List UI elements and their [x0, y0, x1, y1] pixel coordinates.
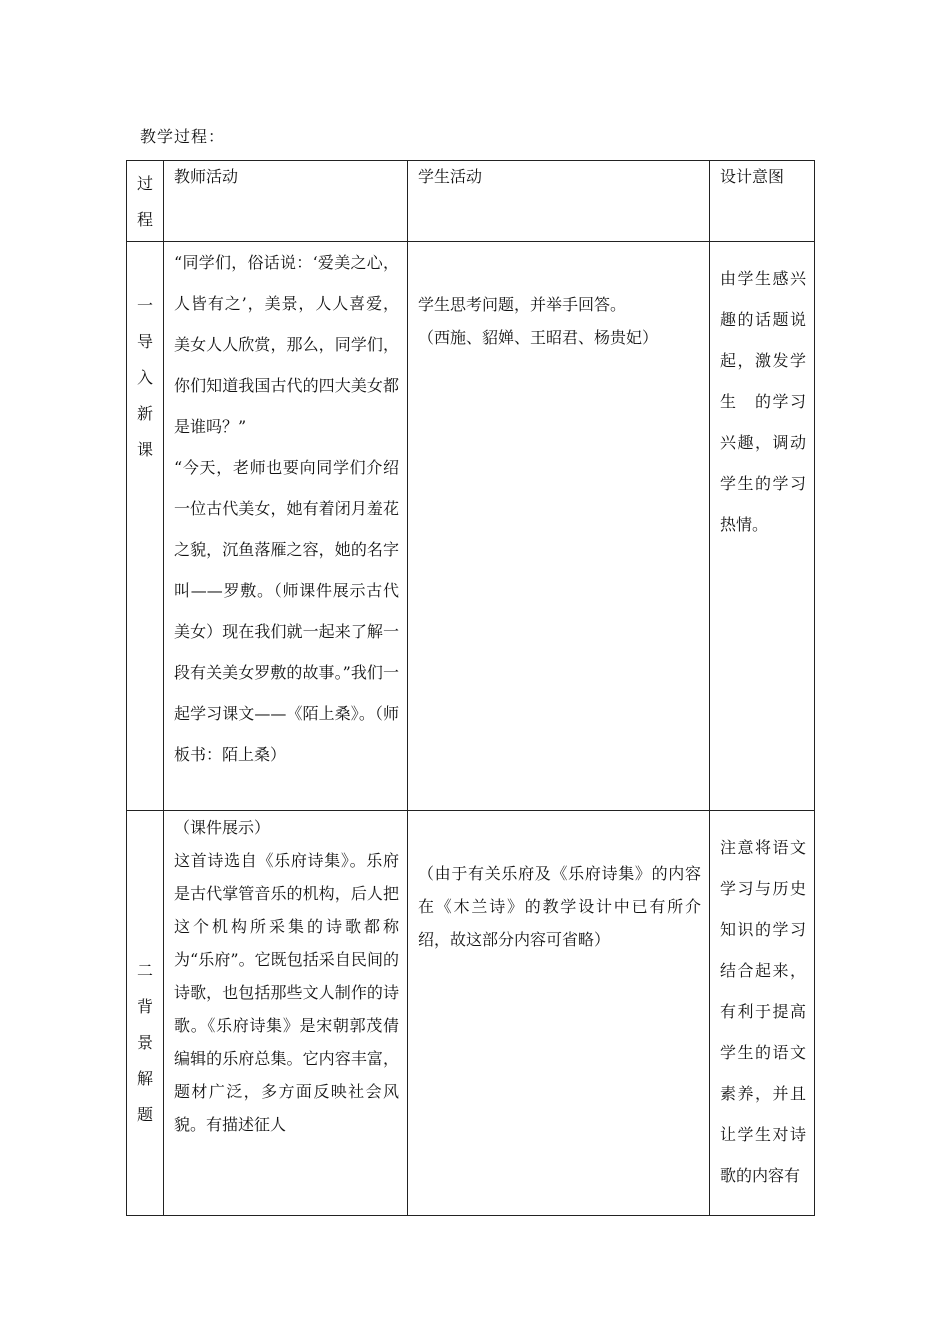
- teacher-cell: [164, 811, 408, 1216]
- header-student: 学生活动: [418, 167, 483, 186]
- header-process: 过 程: [136, 174, 153, 229]
- teacher-activity: “同学们，俗话说：‘爱美之心，人皆有之’，美景，人人喜爱，美女人人欣赏，那么，同学们，你们知道我国古代的四大美女都是谁吗？” “今天，老师也要向同学们介绍一位古代美女，她有着闭月羞花之貌，沉鱼落雁之容，她的名字叫——罗敷。（师课件展示古代美女）现在我们就一起来了解一段有关美女罗敷的故事。”我们一起学习课文——《陌上桑》。（师板书：陌上桑）: [174, 253, 399, 764]
- student-activity: （由于有关乐府及《乐府诗集》的内容在《木兰诗》的教学设计中已有所介绍，故这部分内容可省略）: [418, 864, 701, 949]
- header-design: 设计意图: [720, 167, 785, 186]
- teacher-cell: [164, 242, 408, 811]
- lesson-plan-table: [126, 160, 815, 1216]
- student-activity: 学生思考问题，并举手回答。 （西施、貂婵、王昭君、杨贵妃）: [418, 295, 659, 347]
- process-cell: [127, 811, 164, 1216]
- section-heading: 教学过程：: [140, 127, 226, 146]
- table-header-row: [127, 161, 815, 242]
- header-teacher: 教师活动: [174, 167, 239, 186]
- header-student-cell: [408, 161, 710, 242]
- process-label: 二 背 景 解 题: [136, 961, 153, 1124]
- teacher-activity: （课件展示） 这首诗选自《乐府诗集》。乐府是古代掌管音乐的机构，后人把这个机构所采集的诗歌都称为“乐府”。它既包括采自民间的诗歌，也包括那些文人制作的诗歌。《乐府诗集》是宋朝郭茂倩编辑的乐府总集。它内容丰富，题材广泛，多方面反映社会风貌。有描述征人: [174, 818, 399, 1134]
- process-cell: [127, 242, 164, 811]
- student-cell: [408, 811, 710, 1216]
- header-teacher-cell: [164, 161, 408, 242]
- table-row: [127, 811, 815, 1216]
- process-label: 一 导 入 新 课: [136, 296, 153, 459]
- design-cell: [710, 811, 815, 1216]
- header-design-cell: [710, 161, 815, 242]
- design-intent: 由学生感兴趣的话题说起，激发学生 的学习兴趣，调动学生的学习热情。: [720, 269, 806, 534]
- design-intent: 注意将语文学习与历史知识的学习结合起来，有利于提高学生的语文素养，并且让学生对诗歌的内容有: [720, 838, 806, 1185]
- header-process-cell: [127, 161, 164, 242]
- student-cell: [408, 242, 710, 811]
- design-cell: [710, 242, 815, 811]
- table-row: [127, 242, 815, 811]
